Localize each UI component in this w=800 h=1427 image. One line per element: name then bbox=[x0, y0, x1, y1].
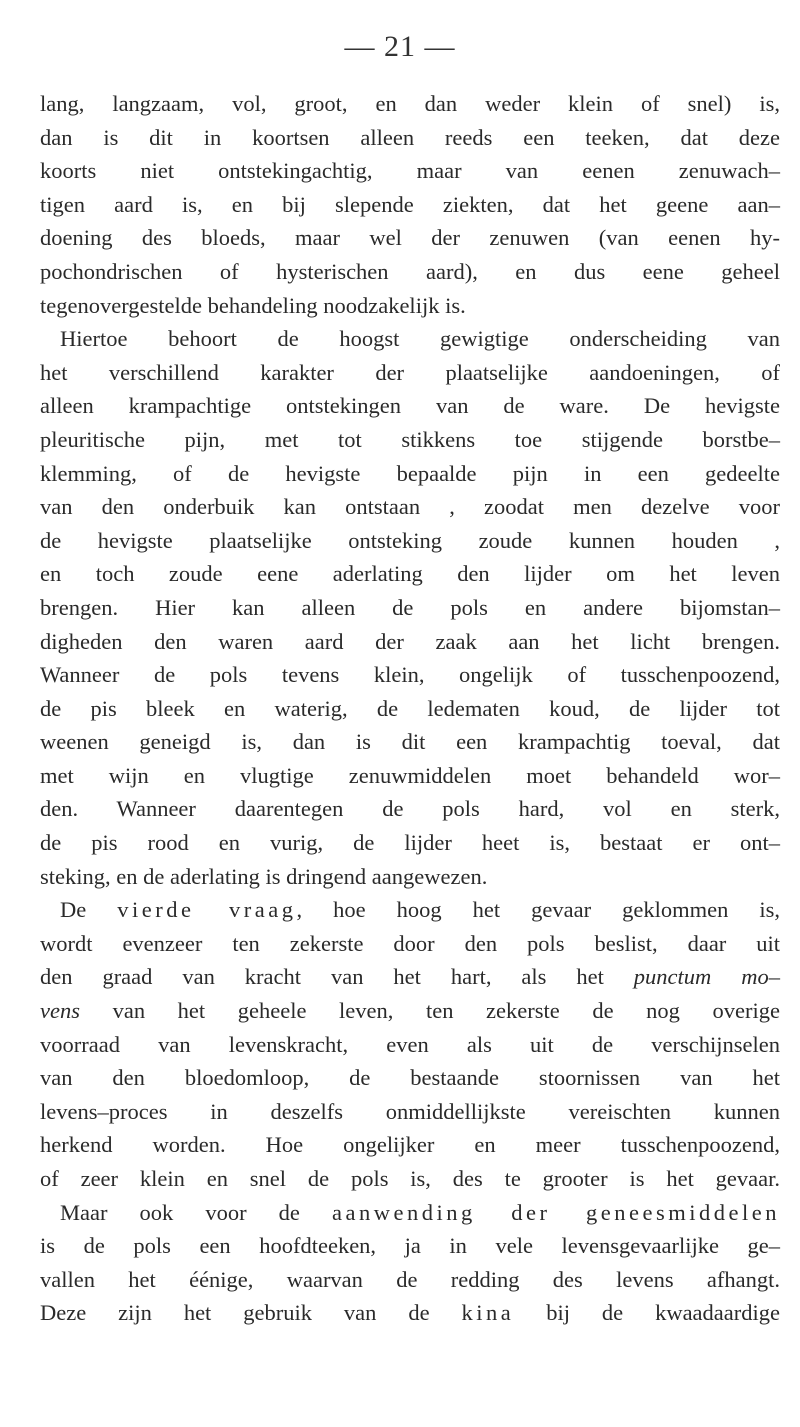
text-line bbox=[40, 490, 780, 524]
text-line bbox=[40, 1196, 780, 1230]
text-span: , hoe hoog het gevaar geklommen is, bbox=[296, 897, 780, 923]
text-span: pleuritische pijn, met tot stikkens toe stijgende borstbe– bbox=[40, 426, 780, 452]
text-span: de hevigste plaatselijke ontsteking zoude kunnen houden , bbox=[40, 527, 780, 553]
text-span: met wijn en vlugtige zenuwmiddelen moet behandeld wor– bbox=[40, 762, 780, 788]
text-span: tegenovergestelde behandeling noodzakelijk is. bbox=[40, 292, 466, 318]
text-span: van het geheele leven, ten zekerste de nog overige bbox=[79, 998, 780, 1024]
text-span: doening des bloeds, maar wel der zenuwen (van eenen hy- bbox=[40, 225, 780, 251]
text-line bbox=[40, 1229, 780, 1263]
text-line bbox=[40, 1061, 780, 1095]
text-span: klemming, of de hevigste bepaalde pijn in een gedeelte bbox=[40, 460, 780, 486]
text-line bbox=[40, 255, 780, 289]
spaced-emphasis-text: kina bbox=[461, 1300, 515, 1326]
text-line bbox=[40, 960, 780, 994]
text-line bbox=[40, 221, 780, 255]
text-line bbox=[40, 121, 780, 155]
text-line bbox=[40, 725, 780, 759]
text-line bbox=[40, 188, 780, 222]
text-line bbox=[40, 557, 780, 591]
text-span: bij de kwaadaardige bbox=[514, 1300, 780, 1326]
text-span: of zeer klein en snel de pols is, des te grooter is het gevaar. bbox=[40, 1166, 780, 1191]
text-span: lang, langzaam, vol, groot, en dan weder klein of snel) is, bbox=[40, 91, 780, 116]
text-line bbox=[40, 87, 780, 121]
text-line bbox=[40, 658, 780, 692]
text-line bbox=[40, 591, 780, 625]
text-span: steking, en de aderlating is dringend aangewezen. bbox=[40, 863, 488, 889]
text-line bbox=[40, 692, 780, 726]
text-line bbox=[40, 860, 780, 894]
text-span: de pis bleek en waterig, de ledematen koud, de lijder tot bbox=[40, 695, 780, 721]
text-line bbox=[40, 356, 780, 390]
text-span: tigen aard is, en bij slepende ziekten, dat het geene aan– bbox=[40, 191, 780, 217]
text-span: koorts niet ontstekingachtig, maar van eenen zenuwach– bbox=[40, 158, 780, 184]
text-span: herkend worden. Hoe ongelijker en meer tusschenpoozend, bbox=[40, 1132, 780, 1158]
spaced-emphasis-text: aanwending der geneesmiddelen bbox=[331, 1199, 781, 1225]
text-line bbox=[40, 625, 780, 659]
text-span: van den onderbuik kan ontstaan , zoodat men dezelve voor bbox=[40, 494, 780, 520]
text-span: Deze zijn het gebruik van de bbox=[40, 1300, 462, 1326]
text-span: vallen het éénige, waarvan de redding des levens afhangt. bbox=[40, 1266, 780, 1292]
text-line bbox=[40, 1263, 780, 1297]
spaced-emphasis-text: vierde vraag bbox=[117, 897, 297, 923]
text-span: en toch zoude eene aderlating den lijder om het leven bbox=[40, 561, 780, 587]
text-span: Wanneer de pols tevens klein, ongelijk of tusschenpoozend, bbox=[40, 662, 780, 688]
text-span: de pis rood en vurig, de lijder heet is, bestaat er ont– bbox=[40, 830, 780, 856]
text-line bbox=[40, 1162, 780, 1196]
italic-text: punctum mo– bbox=[633, 964, 780, 990]
text-span: den. Wanneer daarentegen de pols hard, vol en sterk, bbox=[40, 796, 780, 822]
text-span: wordt evenzeer ten zekerste door den pols beslist, daar uit bbox=[40, 930, 780, 956]
text-span: het verschillend karakter der plaatselijke aandoeningen, of bbox=[40, 359, 780, 385]
text-line bbox=[40, 1128, 780, 1162]
text-line bbox=[40, 524, 780, 558]
text-span: den graad van kracht van het hart, als het bbox=[40, 964, 634, 990]
body-text bbox=[40, 87, 780, 1330]
text-span: brengen. Hier kan alleen de pols en andere bijomstan– bbox=[40, 594, 780, 620]
text-line bbox=[40, 1028, 780, 1062]
text-span: digheden den waren aard der zaak aan het licht brengen. bbox=[40, 628, 780, 654]
text-span: van den bloedomloop, de bestaande stoornissen van het bbox=[40, 1065, 780, 1091]
text-span: dan is dit in koortsen alleen reeds een teeken, dat deze bbox=[40, 124, 780, 150]
text-line bbox=[40, 792, 780, 826]
text-line bbox=[40, 826, 780, 860]
text-line bbox=[40, 1095, 780, 1129]
italic-text: vens bbox=[40, 998, 80, 1024]
text-line bbox=[40, 322, 780, 356]
text-line bbox=[40, 927, 780, 961]
text-span: pochondrischen of hysterischen aard), en dus eene geheel bbox=[40, 258, 780, 284]
page-number: — 21 — bbox=[344, 30, 456, 63]
text-span: alleen krampachtige ontstekingen van de ware. De hevigste bbox=[40, 393, 780, 419]
text-span: weenen geneigd is, dan is dit een krampachtig toeval, dat bbox=[40, 729, 780, 755]
text-line bbox=[40, 893, 780, 927]
text-line bbox=[40, 457, 780, 491]
text-span: levens–proces in deszelfs onmiddellijkste vereischten kunnen bbox=[40, 1098, 780, 1124]
text-span: Maar ook voor de bbox=[60, 1199, 332, 1225]
text-line bbox=[40, 154, 780, 188]
text-line bbox=[40, 389, 780, 423]
text-line bbox=[40, 289, 780, 323]
text-line bbox=[40, 423, 780, 457]
text-line bbox=[40, 1296, 780, 1330]
text-span: is de pols een hoofdteeken, ja in vele levensgevaarlijke ge– bbox=[40, 1233, 780, 1259]
text-span: De bbox=[60, 897, 118, 923]
text-span: Hiertoe behoort de hoogst gewigtige onderscheiding van bbox=[60, 326, 780, 352]
text-line bbox=[40, 759, 780, 793]
text-line bbox=[40, 994, 780, 1028]
text-span: voorraad van levenskracht, even als uit de verschijnselen bbox=[40, 1031, 780, 1057]
